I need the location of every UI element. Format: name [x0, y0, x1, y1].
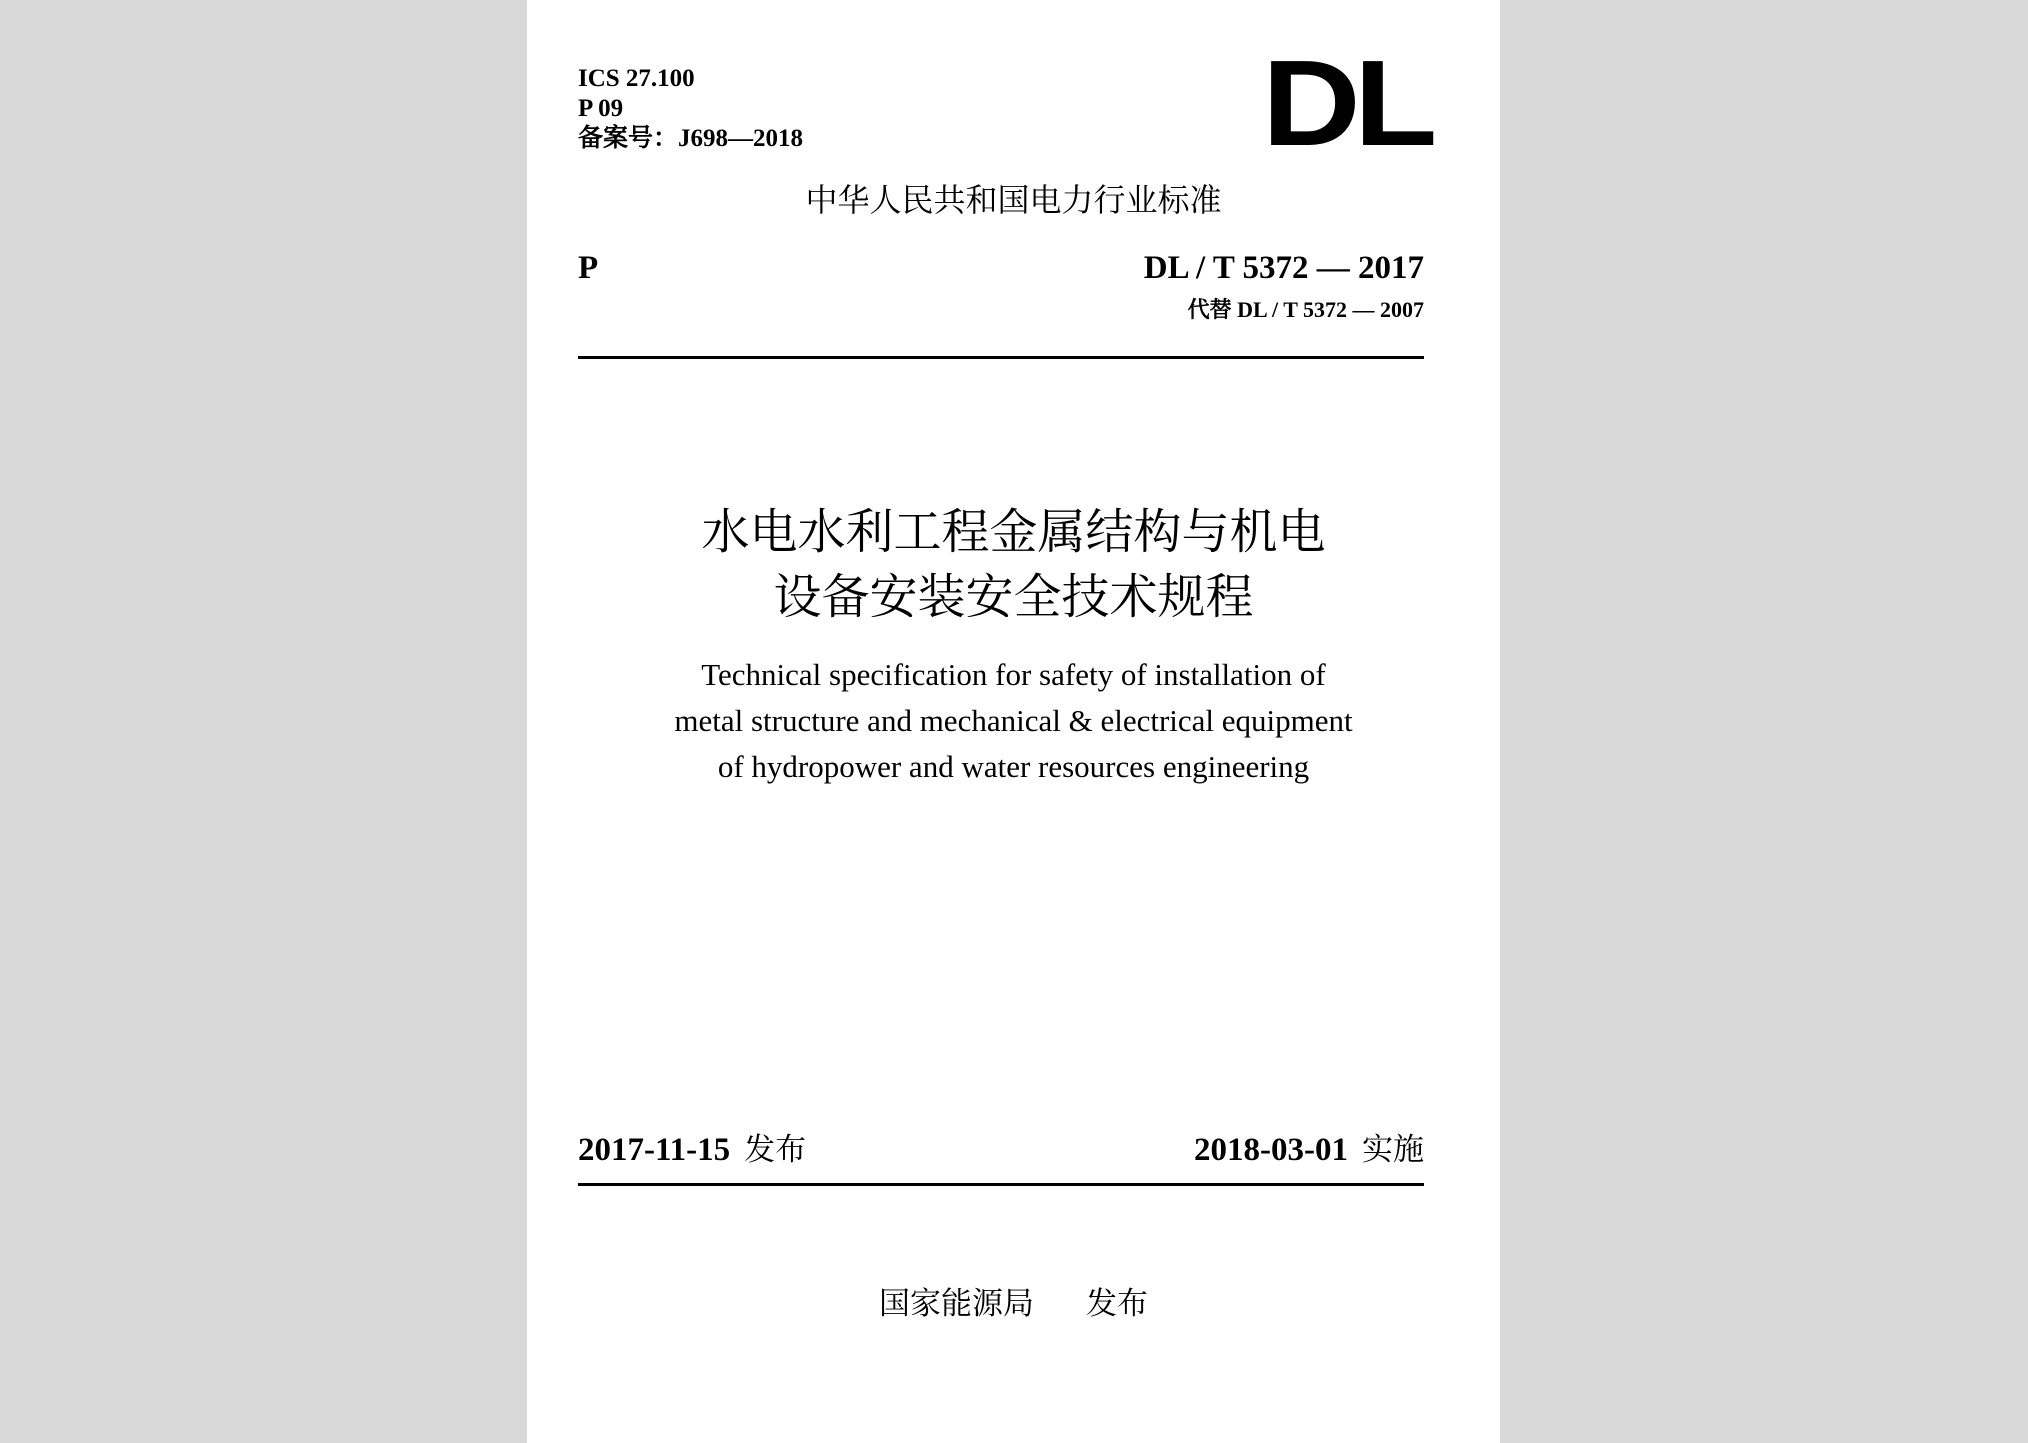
document-page: [527, 0, 1500, 1443]
bottom-divider: [578, 1183, 1424, 1186]
title-en-line-3: of hydropower and water resources engineering: [717, 749, 1310, 784]
implement-date-label: 实施: [1362, 1132, 1424, 1168]
title-cn-line-1: 水电水利工程金属结构与机电: [701, 504, 1326, 560]
title-cn-line-2: 设备安装安全技术规程: [773, 569, 1254, 625]
ics-code: ICS 27.100: [578, 65, 695, 92]
issuer-action: 发布: [1086, 1286, 1148, 1322]
implement-date-value: 2018-03-01: [1194, 1132, 1348, 1168]
issue-date-value: 2017-11-15: [578, 1132, 731, 1168]
title-en-line-1: Technical specification for safety of installation of: [701, 657, 1326, 692]
industry-standard-heading: 中华人民共和国电力行业标准: [805, 181, 1222, 219]
replaced-standard: 代替 DL / T 5372 — 2007: [1187, 297, 1424, 322]
implement-date: [1194, 1128, 1424, 1172]
standard-number: DL / T 5372 — 2017: [1143, 250, 1424, 286]
issue-date: [578, 1128, 806, 1172]
category-letter: P: [578, 250, 599, 286]
issue-date-label: 发布: [744, 1132, 807, 1168]
record-number: 备案号：J698—2018: [578, 125, 804, 152]
title-en-line-2: metal structure and mechanical & electrical equipment: [674, 703, 1353, 738]
dl-logo: DL: [1262, 35, 1431, 171]
classification-code: P 09: [578, 95, 624, 122]
issuer-line: [527, 1282, 1500, 1326]
top-divider: [578, 356, 1424, 359]
issuer-name: 国家能源局: [879, 1286, 1034, 1322]
